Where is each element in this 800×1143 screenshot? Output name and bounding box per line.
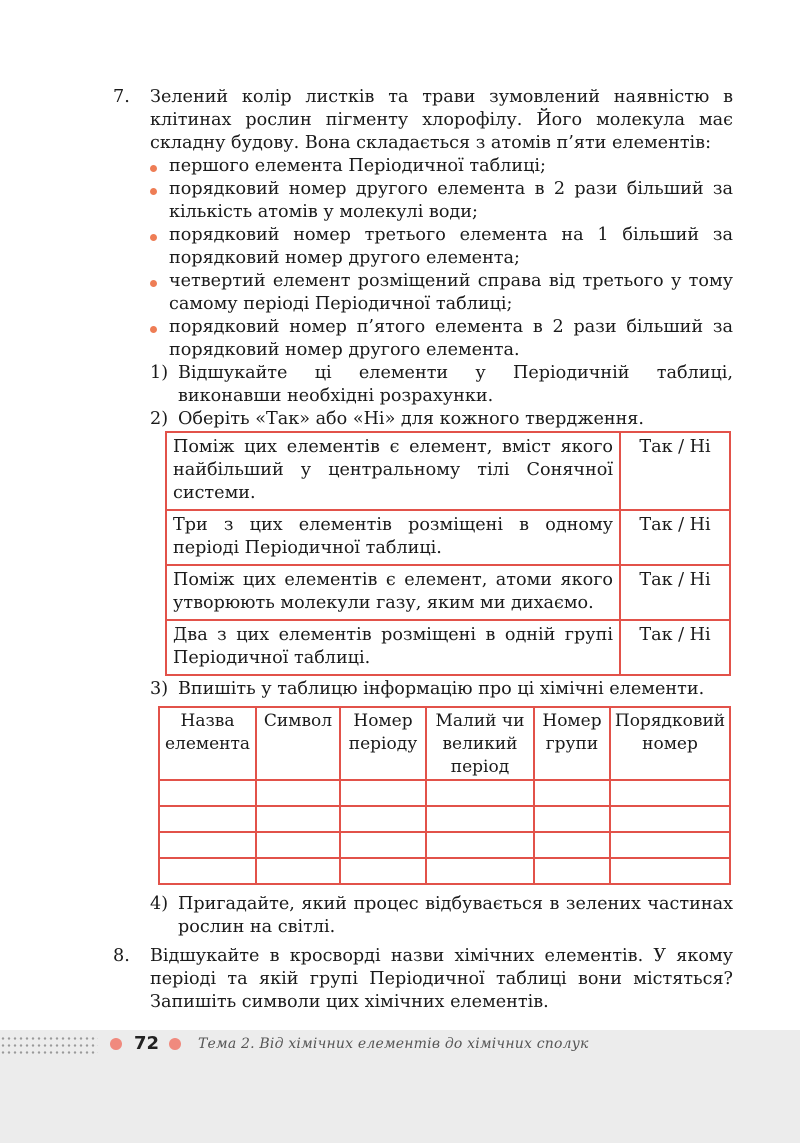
column-header: Номер періоду [340, 707, 426, 780]
subtask-3-block [113, 678, 733, 701]
list-item: порядковий номер третього елемента на 1 більший за порядковий номер другого елемента; [150, 224, 733, 270]
empty-cell[interactable] [426, 832, 534, 858]
list-item: порядковий номер другого елемента в 2 рази більший за кількість атомів у молекулі води; [150, 178, 733, 224]
subtask-1-number: 1) [150, 363, 169, 383]
element-info-table [158, 706, 731, 885]
element-hints-list [150, 155, 733, 362]
empty-cell[interactable] [159, 806, 256, 832]
subtask-4-text: Пригадайте, який процес відбувається в зелених частинах рослин на світлі. [178, 894, 733, 937]
subtask-1-text: Відшукайте ці елементи у Періодичній таблиці, виконавши необхідні розрахунки. [178, 363, 733, 406]
subtask-2-text: Оберіть «Так» або «Ні» для кожного твердження. [178, 409, 645, 429]
subtask-1 [150, 362, 733, 408]
subtask-4 [150, 893, 733, 939]
task-7-number: 7. [113, 87, 130, 107]
column-header: Назва елемента [159, 707, 256, 780]
empty-cell[interactable] [256, 806, 340, 832]
table-row [166, 510, 730, 565]
empty-cell[interactable] [534, 832, 610, 858]
subtask-3 [150, 678, 733, 701]
answer-choice[interactable]: Так / Ні [620, 565, 730, 620]
column-header: Порядковий номер [610, 707, 730, 780]
statement-cell: Три з цих елементів розміщені в одному періоді Періодичної таблиці. [166, 510, 620, 565]
list-item: четвертий елемент розміщений справа від третього у тому самому періоді Періодичної таблиці; [150, 270, 733, 316]
dotted-pattern-decoration [0, 1035, 98, 1057]
table-row [159, 806, 730, 832]
empty-cell[interactable] [256, 832, 340, 858]
column-header: Малий чи великий період [426, 707, 534, 780]
table-row [159, 780, 730, 806]
answer-choice[interactable]: Так / Ні [620, 620, 730, 675]
task-8-number: 8. [113, 946, 130, 966]
subtask-2-number: 2) [150, 409, 169, 429]
subtask-4-block [113, 893, 733, 939]
bullet-dot-icon [150, 234, 157, 241]
empty-cell[interactable] [610, 780, 730, 806]
empty-cell[interactable] [340, 806, 426, 832]
statement-cell: Поміж цих елементів є елемент, атоми якого утворюють молекули газу, яким ми дихаємо. [166, 565, 620, 620]
empty-cell[interactable] [159, 832, 256, 858]
answer-choice[interactable]: Так / Ні [620, 510, 730, 565]
empty-cell[interactable] [340, 858, 426, 884]
empty-cell[interactable] [340, 832, 426, 858]
empty-cell[interactable] [159, 858, 256, 884]
table-row [166, 620, 730, 675]
task-8 [113, 945, 733, 1014]
column-header: Символ [256, 707, 340, 780]
empty-cell[interactable] [534, 806, 610, 832]
empty-cell[interactable] [340, 780, 426, 806]
running-footer-topic: Тема 2. Від хімічних елементів до хімічних сполук [198, 1036, 589, 1052]
page-number: 72 [134, 1033, 160, 1054]
statement-cell: Два з цих елементів розміщені в одній групі Періодичної таблиці. [166, 620, 620, 675]
empty-cell[interactable] [534, 858, 610, 884]
task-7-intro: Зелений колір листків та трави зумовлений наявністю в клітинах рослин пігменту хлорофілу. Його молекула має складну будову. Вона складається з атомів п’яти елементів: [150, 87, 733, 153]
list-item: порядковий номер п’ятого елемента в 2 рази більший за порядковий номер другого елемента. [150, 316, 733, 362]
bullet-dot-icon [150, 326, 157, 333]
subtask-2 [150, 408, 733, 431]
table-row [159, 832, 730, 858]
empty-cell[interactable] [256, 858, 340, 884]
column-header: Номер групи [534, 707, 610, 780]
empty-cell[interactable] [426, 806, 534, 832]
answer-choice[interactable]: Так / Ні [620, 432, 730, 510]
true-false-table [165, 431, 731, 676]
table-row [159, 858, 730, 884]
empty-cell[interactable] [610, 806, 730, 832]
table-row [166, 432, 730, 510]
bullet-dot-icon [150, 188, 157, 195]
subtask-4-number: 4) [150, 894, 169, 914]
task-8-text: Відшукайте в кросворді назви хімічних елементів. У якому періоді та якій групі Періодичної таблиці вони містяться? Запишіть символи цих хімічних елементів. [150, 946, 733, 1012]
empty-cell[interactable] [534, 780, 610, 806]
circle-icon [169, 1038, 181, 1050]
empty-cell[interactable] [426, 780, 534, 806]
bullet-dot-icon [150, 165, 157, 172]
table-header-row [159, 707, 730, 780]
statement-cell: Поміж цих елементів є елемент, вміст якого найбільший у центральному тілі Сонячної системи. [166, 432, 620, 510]
empty-cell[interactable] [610, 832, 730, 858]
list-item: першого елемента Періодичної таблиці; [150, 155, 733, 178]
circle-icon [110, 1038, 122, 1050]
subtask-3-text: Впишіть у таблицю інформацію про ці хімічні елементи. [178, 679, 705, 699]
empty-cell[interactable] [159, 780, 256, 806]
empty-cell[interactable] [610, 858, 730, 884]
table-row [166, 565, 730, 620]
subtask-3-number: 3) [150, 679, 169, 699]
empty-cell[interactable] [426, 858, 534, 884]
empty-cell[interactable] [256, 780, 340, 806]
bullet-dot-icon [150, 280, 157, 287]
task-7 [113, 86, 733, 431]
